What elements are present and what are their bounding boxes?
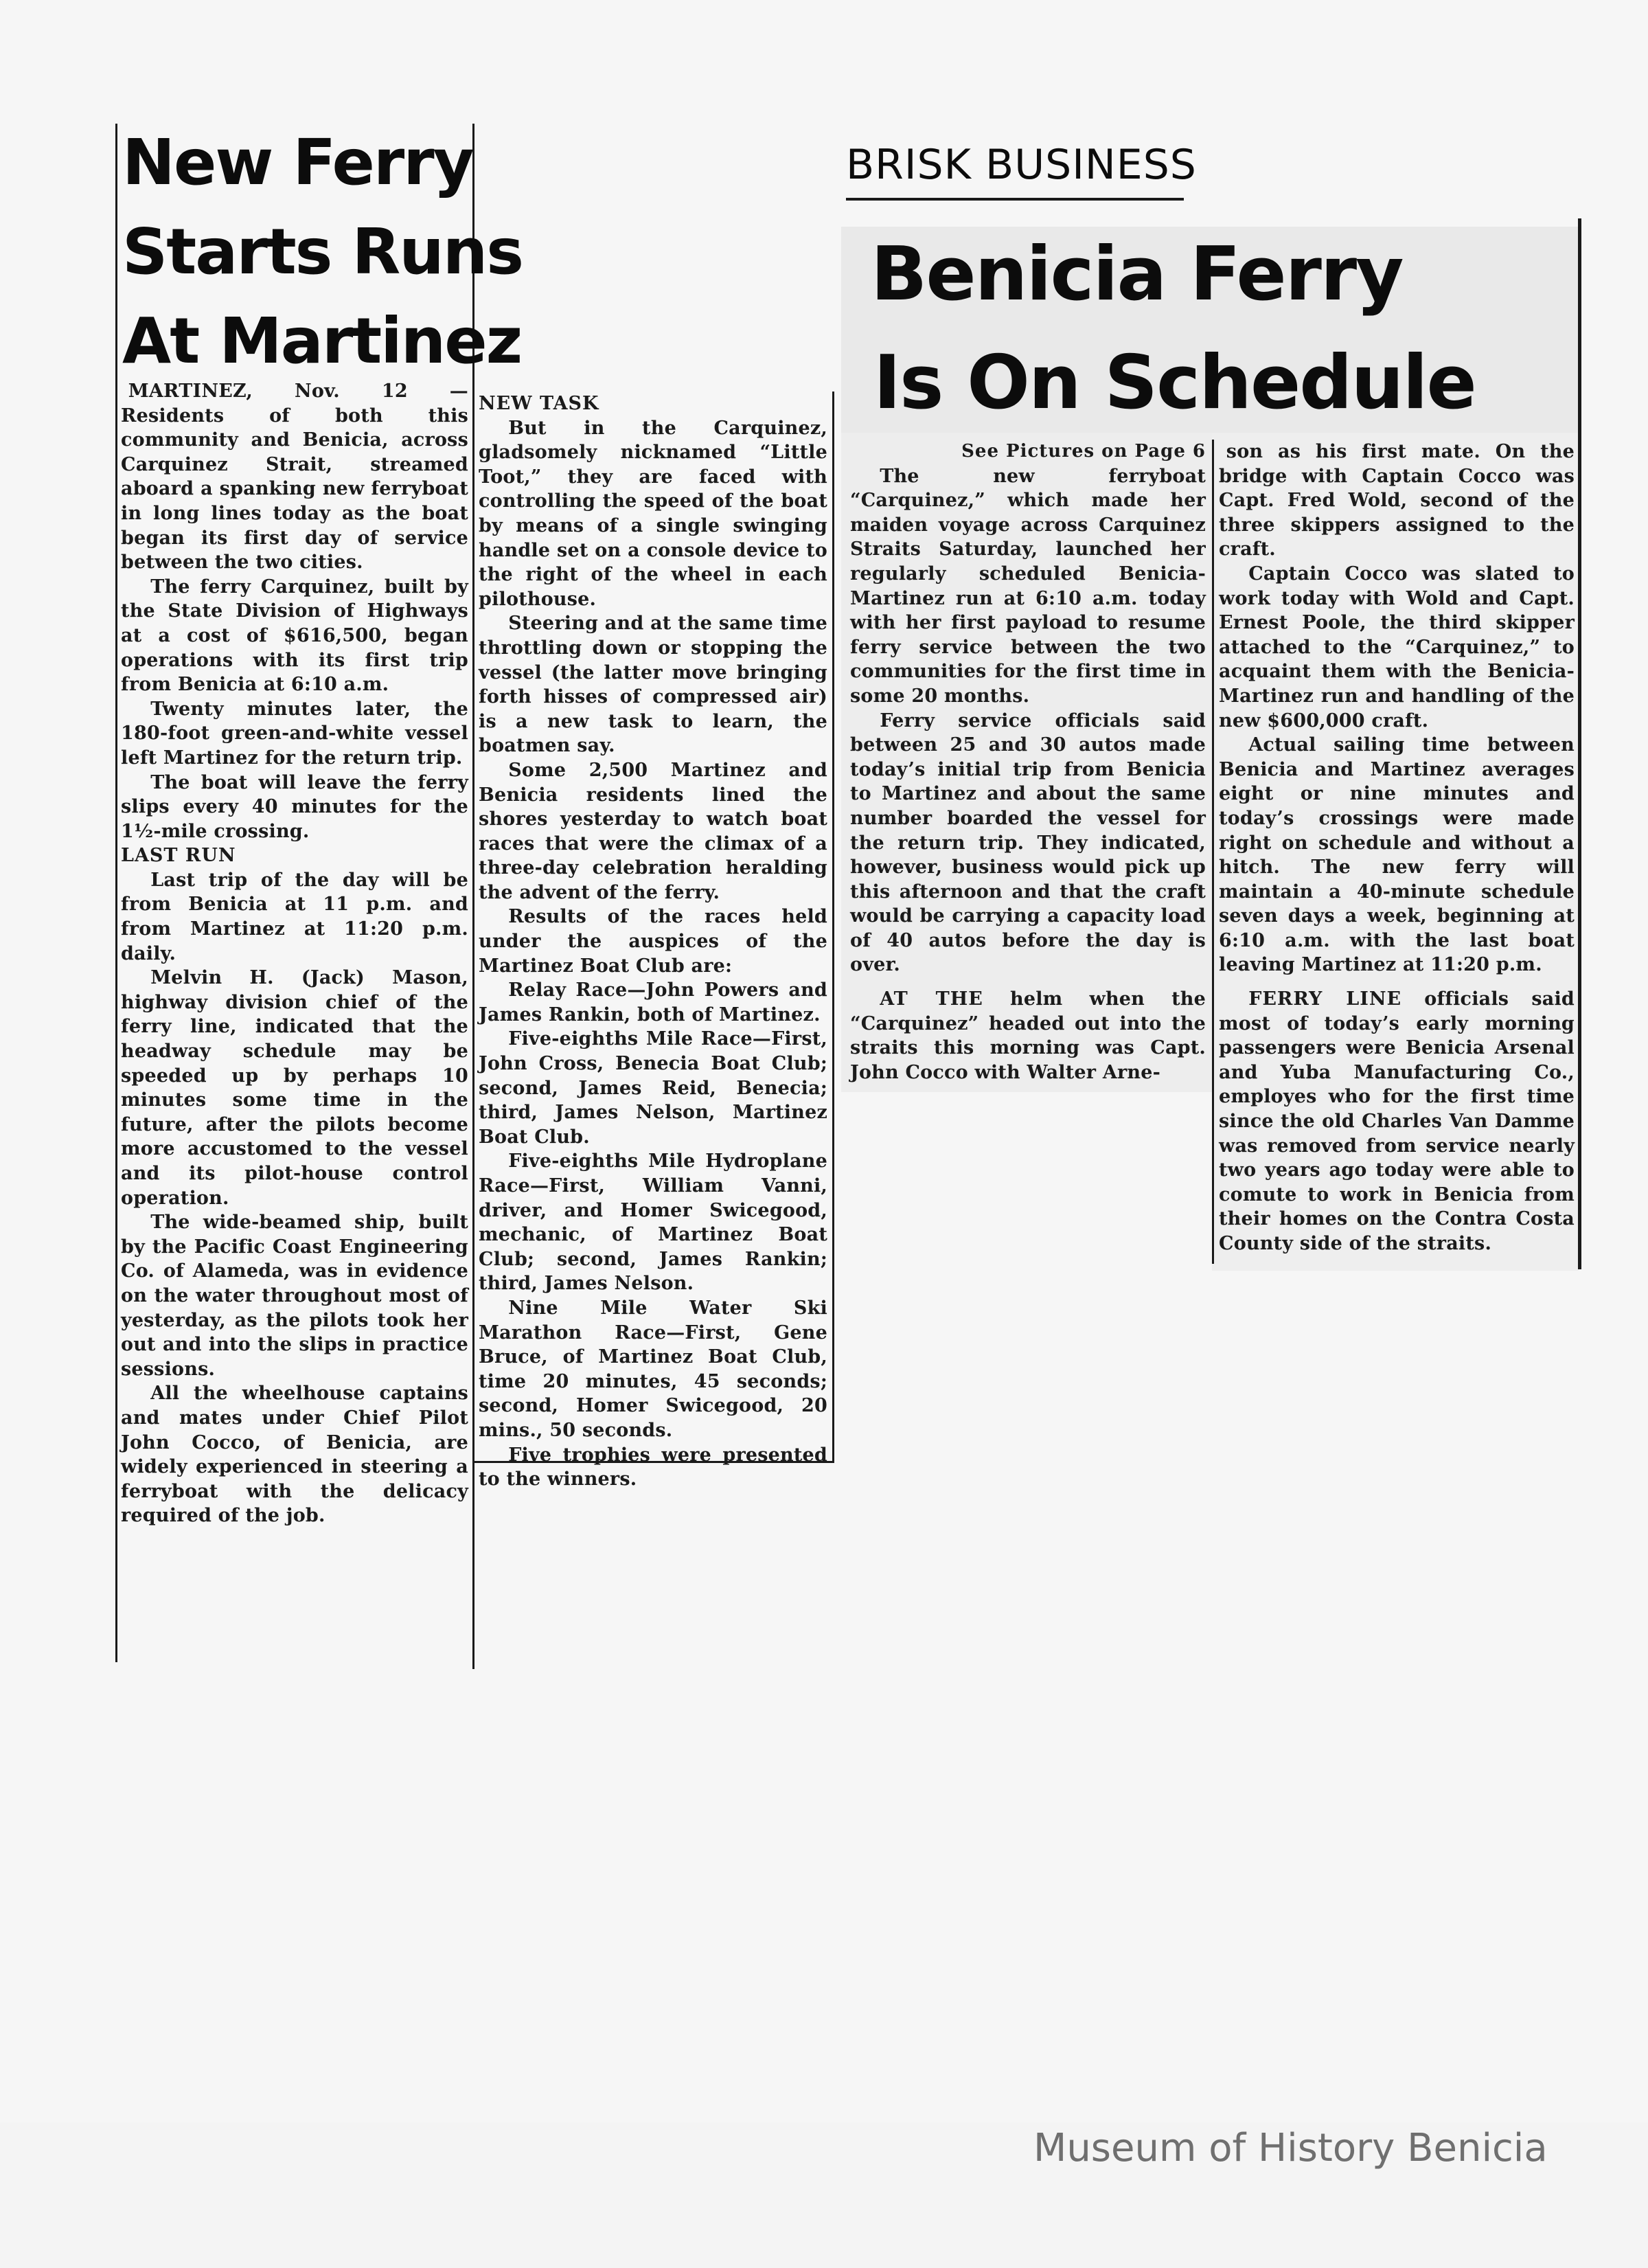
paragraph: Captain Cocco was slated to work today with Wold and Capt. Ernest Poole, the third skipper attached to the “Carquinez,” to acquaint them with the Benicia-Martinez run and handling of the new $600,000 craft.: [1219, 563, 1575, 732]
article-column-4: [1219, 440, 1575, 1256]
paragraph: Results of the races held under the auspices of the Martinez Boat Club are:: [479, 906, 827, 977]
paragraph: Steering and at the same time throttling down or stopping the vessel (the latter move bringing forth hisses of compressed air) is a new task to learn, the boatmen say.: [479, 613, 827, 757]
subheading-last-run: LAST RUN: [121, 845, 236, 867]
headline-line: New Ferry: [122, 126, 473, 199]
headline-line: At Martinez: [122, 304, 522, 378]
museum-credit: Museum of History Benicia: [1033, 2126, 1548, 2170]
kicker-underline: [846, 198, 1184, 201]
paragraph: Melvin H. (Jack) Mason, highway division chief of the ferry line, indicated that the headway schedule may be speeded up by perhaps 10 minutes some time in the future, after the pilots become more accustomed to the vessel and its pilot-house control operation.: [121, 967, 468, 1209]
kicker: BRISK BUSINESS: [846, 141, 1197, 189]
paragraph: Last trip of the day will be from Benicia at 11 p.m. and from Martinez at 11:20 p.m. daily.: [121, 869, 468, 964]
paragraph: son as his first mate. On the bridge with Captain Cocco was Capt. Fred Wold, second of the three skippers assigned to the craft.: [1219, 441, 1575, 560]
paragraph: Actual sailing time between Benicia and Martinez averages eight or nine minutes and today’s crossings were made right on schedule and without a hitch. The new ferry will maintain a 40-minute schedule seven days a week, beginning at 6:10 a.m. with the last boat leaving Martinez at 11:20 p.m.: [1219, 734, 1575, 976]
paragraph: The new ferryboat “Carquinez,” which made her maiden voyage across Carquinez Straits Saturday, launched her regularly scheduled Benicia-Martinez run at 6:10 a.m. today with her first payload to resume ferry service between the two communities for the first time in some 20 months.: [850, 465, 1206, 707]
paragraph: The boat will leave the ferry slips every 40 minutes for the 1½-mile crossing.: [121, 771, 468, 842]
paragraph-lead: AT THE: [880, 988, 983, 1010]
paragraph: All the wheelhouse captains and mates under Chief Pilot John Cocco, of Benicia, are widely experienced in steering a ferryboat with the delicacy required of the job.: [121, 1383, 468, 1527]
headline-line: Is On Schedule: [873, 340, 1476, 426]
paragraph: Nine Mile Water Ski Marathon Race—First, Gene Bruce, of Martinez Boat Club, time 20 minutes, 45 seconds; second, Homer Swicegood, 20 mins., 50 seconds.: [479, 1297, 827, 1441]
paragraph: [1219, 987, 1575, 1256]
column-rule: [832, 392, 834, 1463]
paragraph: But in the Carquinez, gladsomely nicknamed “Little Toot,” they are faced with controlling the speed of the boat by means of a single swinging handle set on a console device to the right of the wheel in each pilothouse.: [479, 417, 827, 610]
article-column-1: [121, 379, 468, 1528]
paragraph: Twenty minutes later, the 180-foot green-and-white vessel left Martinez for the return trip.: [121, 698, 468, 769]
paragraph-lead: FERRY LINE: [1248, 988, 1402, 1010]
headline-line: Benicia Ferry: [871, 231, 1403, 317]
paragraph-text: helm when the “Carquinez” headed out into the straits this morning was Capt. John Cocco with Walter Arne-: [850, 988, 1206, 1083]
paragraph: The ferry Carquinez, built by the State Division of Highways at a cost of $616,500, began operations with its first trip from Benicia at 6:10 a.m.: [121, 576, 468, 696]
paragraph: Some 2,500 Martinez and Benicia residents lined the shores yesterday to watch boat races that were the climax of a three-day celebration heralding the advent of the ferry.: [479, 759, 827, 903]
article-column-3: [850, 440, 1206, 1085]
see-pictures-note: See Pictures on Page 6: [961, 441, 1206, 462]
paragraph: [850, 987, 1206, 1085]
paragraph: MARTINEZ, Nov. 12 — Residents of both this community and Benicia, across Carquinez Strait, streamed aboard a spanking new ferryboat in long lines today as the boat began its first day of service between the two cities.: [121, 381, 468, 574]
article-column-2: [479, 392, 827, 1492]
subheading-new-task: NEW TASK: [479, 393, 599, 414]
column-rule: [1578, 218, 1581, 1269]
paragraph: Five-eighths Mile Race—First, John Cross, Benecia Boat Club; second, James Reid, Benecia; third, James Nelson, Martinez Boat Club.: [479, 1028, 827, 1148]
paragraph: Five-eighths Mile Hydroplane Race—First, William Vanni, driver, and Homer Swicegood, mechanic, of Martinez Boat Club; second, James Rankin; third, James Nelson.: [479, 1150, 827, 1295]
paragraph: Five trophies were presented to the winners.: [479, 1444, 827, 1490]
paragraph-text: officials said most of today’s early morning passengers were Benicia Arsenal and Yuba Manufacturing Co., employes who for the first time since the old Charles Van Damme was removed from service nearly two years ago today were able to comute to work in Benicia from their homes on the Contra Costa County side of the straits.: [1219, 988, 1575, 1254]
paragraph: Relay Race—John Powers and James Rankin, both of Martinez.: [479, 979, 827, 1025]
paragraph: Ferry service officials said between 25 and 30 autos made today’s initial trip from Benicia to Martinez and about the same number boarded the vessel for the return trip. They indicated, however, business would pick up this afternoon and that the craft would be carrying a capacity load of 40 autos before the day is over.: [850, 710, 1206, 976]
column-rule: [1212, 440, 1214, 1264]
headline-line: Starts Runs: [122, 215, 523, 288]
column-rule: [115, 124, 117, 1662]
paragraph: The wide-beamed ship, built by the Pacific Coast Engineering Co. of Alameda, was in evidence on the water throughout most of yesterday, as the pilots took her out and into the slips in practice sessions.: [121, 1212, 468, 1380]
